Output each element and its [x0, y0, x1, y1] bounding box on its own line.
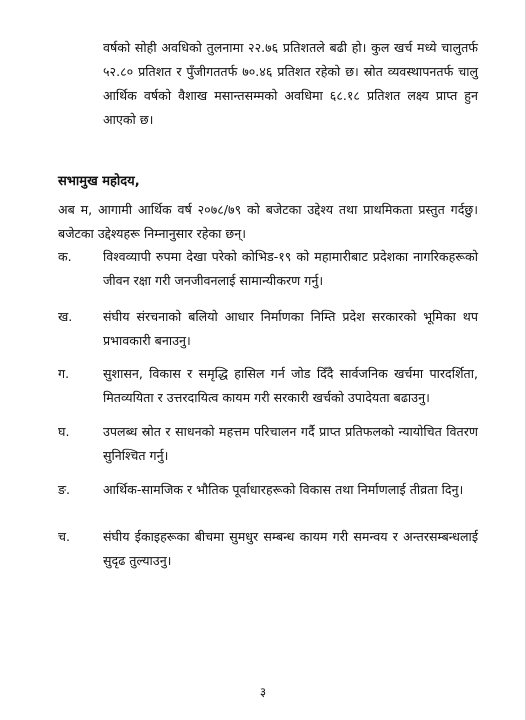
section-heading: सभामुख महोदय,: [58, 174, 140, 189]
list-item-marker: घ.: [58, 424, 70, 439]
list-item-marker: ङ.: [58, 482, 71, 497]
list-item-text: सुशासन, विकास र समृद्धि हासिल गर्न जोड दिँदै सार्वजनिक खर्चमा पारदर्शिता, मितव्ययिता र उत्तरदायित्व कायम गरी सरकारी खर्चको उपादेयता बढाउनु।: [103, 366, 478, 405]
lead-paragraph: अब म, आगामी आर्थिक वर्ष २०७८/७९ को बजेटका उद्देश्य तथा प्राथमिकता प्रस्तुत गर्दछु। बजेटका उद्देश्यहरू निम्नानुसार रहेका छन्।: [58, 202, 478, 241]
page-number: ३: [259, 685, 267, 699]
list-item-marker: ख.: [58, 309, 73, 324]
list-item-text: आर्थिक-सामजिक र भौतिक पूर्वाधारहरूको विकास तथा निर्माणलाई तीव्रता दिनु।: [103, 482, 464, 497]
list-item-marker: क.: [58, 249, 72, 264]
list-item-text: संघीय ईकाइहरूका बीचमा सुमधुर सम्बन्ध कायम गरी समन्वय र अन्तरसम्बन्धलाई सुदृढ तुल्याउनु।: [103, 529, 478, 568]
list-item-marker: ग.: [58, 366, 70, 381]
list-item-text: संघीय संरचनाको बलियो आधार निर्माणका निम्ति प्रदेश सरकारको भूमिका थप प्रभावकारी बनाउनु।: [103, 309, 478, 348]
list-item-text: उपलब्ध स्रोत र साधनको महत्तम परिचालन गर्दै प्राप्त प्रतिफलको न्यायोचित वितरण सुनिश्चित गर्नु।: [103, 424, 478, 463]
intro-paragraph: वर्षको सोही अवधिको तुलनामा २२.७६ प्रतिशतले बढी हो। कुल खर्च मध्ये चालुतर्फ ५२.८० प्रतिशत र पुँजीगततर्फ ७०.४६ प्रतिशत रहेको छ। स्रोत व्यवस्थापनतर्फ चालु आर्थिक वर्षको वैशाख मसान्तसम्मको अवधिमा ६८.१८ प्रतिशत लक्ष्य प्राप्त हुन आएको छ।: [103, 40, 478, 127]
list-item-text: विश्वव्यापी रुपमा देखा परेको कोभिड-१९ को महामारीबाट प्रदेशका नागरिकहरूको जीवन रक्षा गरी जनजीवनलाई सामान्यीकरण गर्नु।: [103, 249, 478, 288]
list-item-marker: च.: [58, 529, 71, 544]
